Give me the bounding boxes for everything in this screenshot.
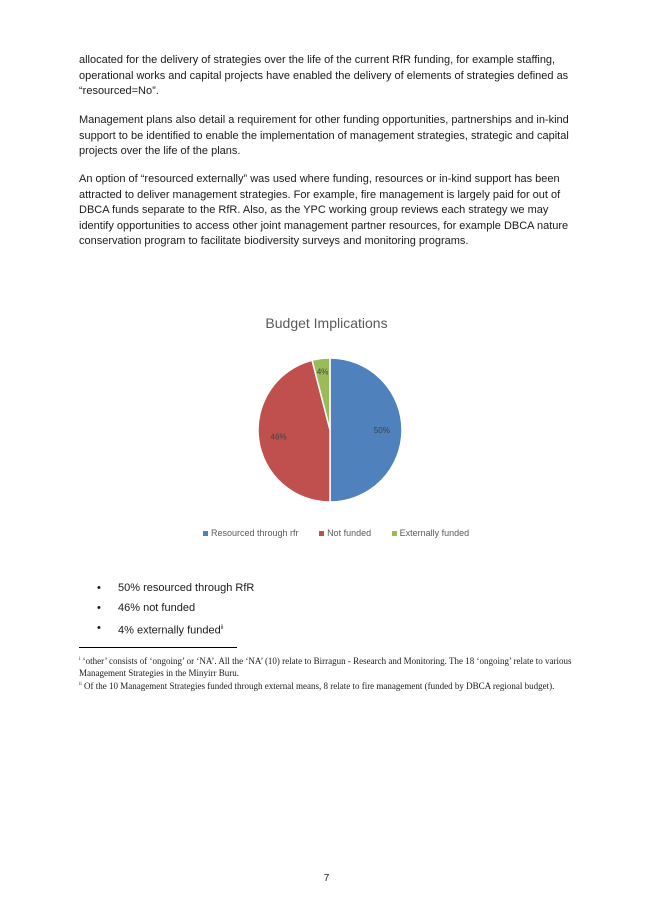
legend-swatch-not-funded [319, 531, 324, 536]
pie-label-not-funded: 46% [270, 432, 287, 442]
bullet-item [97, 580, 254, 600]
body-paragraph-2: Management plans also detail a requirement for other funding opportunities, partnerships and in-kind support to be identified to enable the implementation of management strategies, strategic and capital projects over the life of the plans. [79, 114, 569, 158]
pie-label-externally-funded: 4% [316, 367, 329, 377]
pie-chart [255, 355, 405, 505]
footnote-mark: ii [79, 682, 82, 687]
footnote-ref-ii: ii [220, 625, 224, 631]
legend-item-resourced [203, 528, 299, 538]
footnote-2 [79, 679, 579, 693]
chart-legend [203, 528, 487, 538]
bullet-text: 4% externally funded [118, 624, 221, 637]
legend-label-resourced: Resourced through rfr [211, 528, 299, 538]
bullet-item [97, 620, 254, 640]
legend-item-externally-funded [392, 528, 470, 538]
pie-label-resourced: 50% [373, 426, 390, 435]
bullet-text: 46% not funded [118, 602, 196, 614]
footnote-text: ‘other’ consists of ‘ongoing’ or ‘NA’. All the ‘NA’ (10) relate to Birragun - Research and Monitoring. The 18 ‘ongoing’ relate to various Management Strategies in the Minyirr Buru. [79, 656, 572, 678]
legend-item-not-funded [319, 528, 371, 538]
page-number: 7 [323, 873, 330, 884]
footnotes [79, 654, 579, 693]
legend-label-not-funded: Not funded [327, 528, 372, 538]
body-paragraph-3: An option of “resourced externally” was used where funding, resources or in-kind support has been attracted to deliver management strategies. For example, fire management is largely paid for out of DBCA funds separate to the RfR. Also, as the YPC working group reviews each strategy we may identify opportunities to access other joint management partner resources, for example DBCA nature conservation program to facilitate biodiversity surveys and monitoring programs. [79, 173, 569, 248]
footnote-divider [79, 647, 237, 648]
footnote-mark: i [79, 657, 81, 662]
bullet-text: 50% resourced through RfR [118, 582, 255, 594]
pie-slice-resourced [330, 358, 402, 502]
footnote-text: Of the 10 Management Strategies funded through external means, 8 relate to fire management (funded by DBCA regional budget). [81, 681, 555, 691]
body-paragraph-1: allocated for the delivery of strategies over the life of the current RfR funding, for example staffing, operational works and capital projects have enabled the delivery of elements of strategies defined as “resourced=No”. [79, 54, 569, 98]
legend-swatch-externally-funded [392, 531, 397, 536]
bullet-item [97, 600, 254, 620]
legend-label-externally-funded: Externally funded [399, 528, 470, 538]
legend-swatch-resourced [203, 531, 208, 536]
chart-title: Budget Implications [265, 315, 388, 331]
summary-bullet-list [97, 580, 254, 640]
footnote-1 [79, 654, 579, 679]
